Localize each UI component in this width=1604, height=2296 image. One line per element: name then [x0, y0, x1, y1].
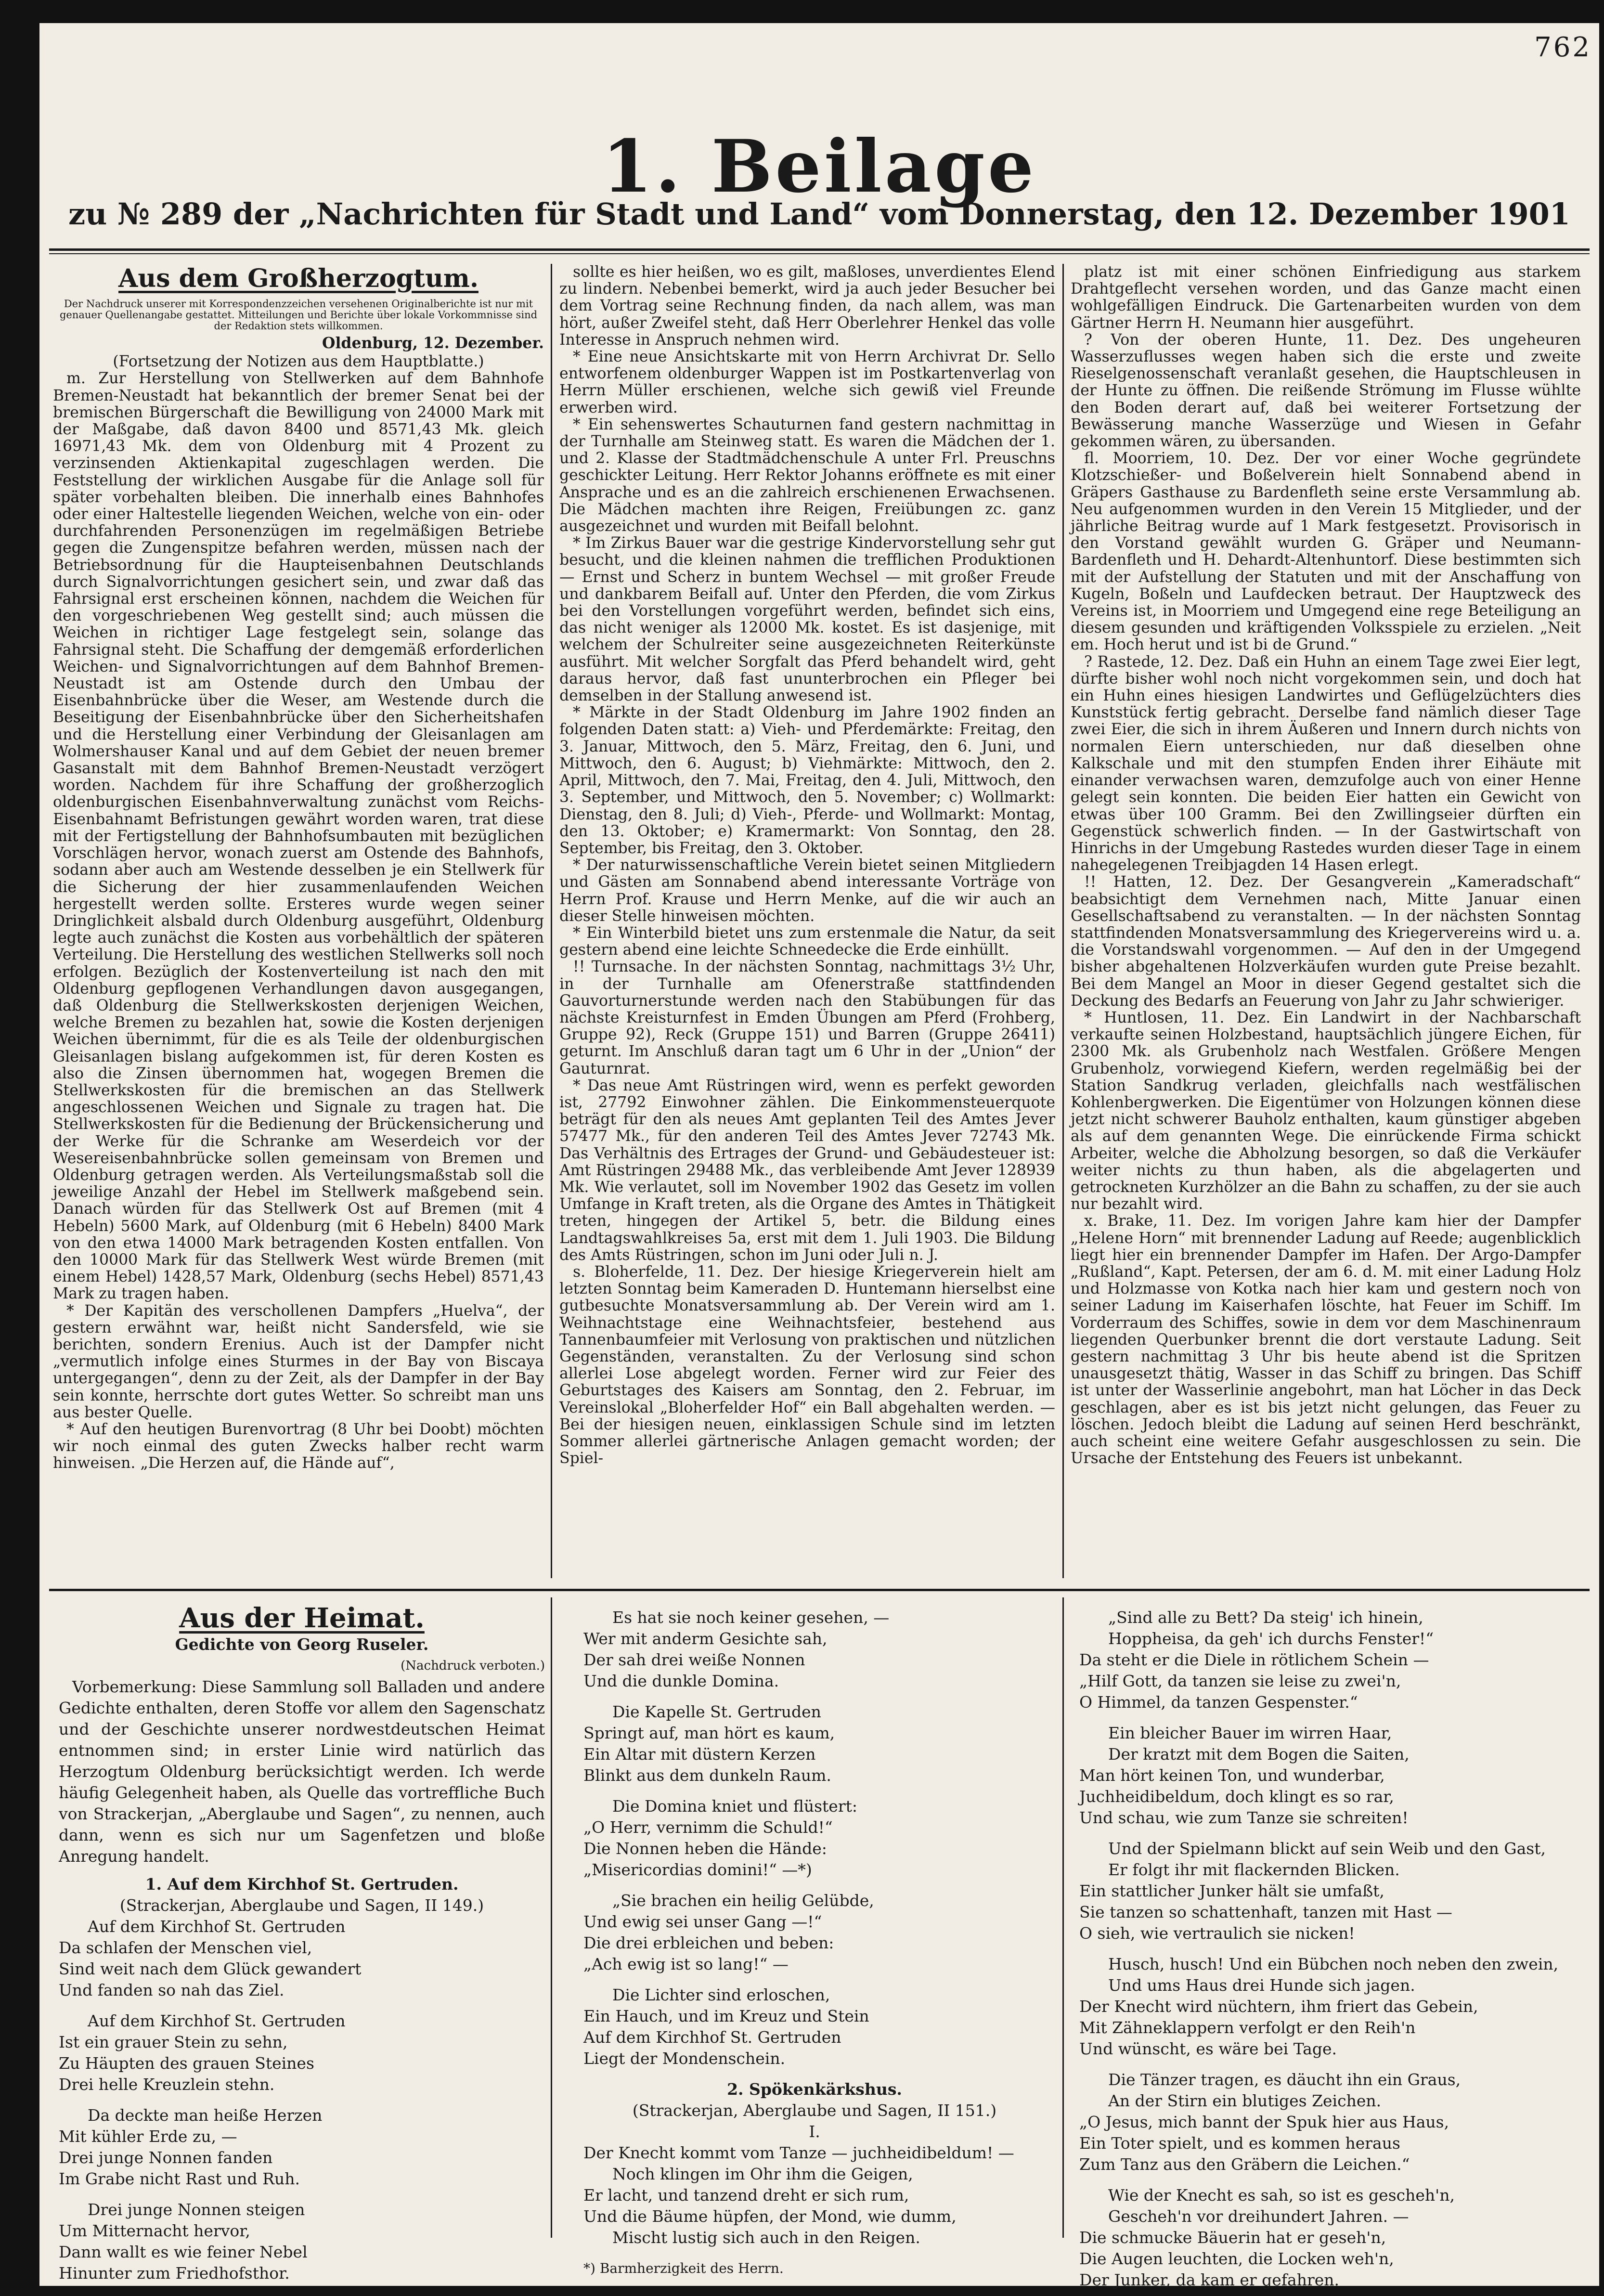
column-1: [53, 264, 544, 1583]
verse: Ein Toter spielt, und es kommen heraus: [1079, 2134, 1400, 2153]
stanza: [1079, 1723, 1585, 1829]
verse: „Ach ewig ist so lang!“ —: [583, 1955, 789, 1973]
article: * Huntlosen, 11. Dez. Ein Landwirt in der Nachbarschaft verkaufte seinen Holzbestand, hauptsächlich jüngere Eichen, für 2300 Mk. als Grubenholz nach Westfalen. Größere Mengen Grubenholz, vorwiegend Kiefern, werden regelmäßig bei der Station Sandkrug verladen, gleichfalls nach westfälischen Kohlenbergwerken. Die Eigentümer von Holzungen können diese jetzt nicht schwerer Bauholz enthalten, kaum günstiger abgeben als auf dem genannten Wege. Die einrückende Firma schickt Arbeiter, welche die Abholzung besorgen, so daß die Verkäufer weiter nichts zu thun haben, als die abgelagerten und getrockneten Kurzhölzer an die Bahn zu schaffen, zu der sie auch nur bezahlt wird.: [1071, 1009, 1581, 1213]
verse: Und fanden so nah das Ziel.: [59, 1981, 285, 1999]
masthead-rule-thin: [49, 253, 1590, 254]
verse: Springt auf, man hört es kaum,: [583, 1724, 835, 1742]
verse: Die schmucke Bäuerin hat er geseh'n,: [1079, 2228, 1386, 2247]
stanza: [59, 1916, 545, 2001]
verse: Ein bleicher Bauer im wirren Haar,: [1108, 1724, 1392, 1742]
poem-source: (Strackerjan, Aberglaube und Sagen, II 151.): [632, 2101, 997, 2120]
column-divider: [551, 1597, 552, 2238]
verse: Die Tänzer tragen, es däucht ihn ein Graus,: [1108, 2070, 1461, 2089]
section-heading: Aus dem Großherzogtum.: [118, 264, 479, 293]
verse: „Hilf Gott, da tanzen sie leise zu zwei'n,: [1079, 1672, 1401, 1690]
verse: Ein Hauch, und im Kreuz und Stein: [583, 2007, 869, 2025]
page-number: 762: [1534, 32, 1591, 63]
reprint-notice: Der Nachdruck unserer mit Korrespondenzzeichen versehenen Originalberichte ist nur mit genauer Quellenangabe gestattet. Mitteilungen und Berichte über lokale Vorkommnisse sind der Redaktion stets willkommen.: [59, 298, 538, 332]
stanza: [583, 1796, 1046, 1881]
verse: „Sie brachen ein heilig Gelübde,: [612, 1891, 874, 1910]
verse: Sie tanzen so schattenhaft, tanzen mit Hast —: [1079, 1903, 1452, 1921]
rights-note: (Nachdruck verboten.): [401, 1659, 545, 1673]
verse: Ein stattlicher Junker hält sie umfaßt,: [1079, 1881, 1384, 1900]
stanza: [583, 1985, 1046, 2069]
stanza: [1079, 1838, 1585, 1944]
verse: Der Knecht kommt vom Tanze — juchheidibeldum! —: [583, 2143, 1014, 2162]
stanza: [583, 2142, 1046, 2248]
verse: Hoppheisa, da geh' ich durchs Fenster!“: [1108, 1629, 1434, 1648]
poem-title: 2. Spökenkärkshus.: [727, 2080, 902, 2099]
verse: Um Mitternacht hervor,: [59, 2221, 250, 2240]
verse: Der sah drei weiße Nonnen: [583, 1650, 805, 1669]
column-divider: [1062, 1597, 1064, 2238]
article: platz ist mit einer schönen Einfriedigung aus starkem Drahtgeflecht versehen worden, und das Ganze macht einen wohlgefälligen Eindruck. Die Gartenarbeiten wurden von dem Gärtner Herrn H. Neumann hier ausgeführt.: [1071, 263, 1581, 332]
verse: Wie der Knecht es sah, so ist es gescheh'n,: [1108, 2186, 1455, 2205]
verse: Und die dunkle Domina.: [583, 1672, 779, 1690]
verse: Hinunter zum Friedhofsthor.: [59, 2264, 290, 2283]
verse: Es hat sie noch keiner gesehen, —: [612, 1608, 890, 1627]
verse: „Sind alle zu Bett? Da steig' ich hinein,: [1108, 1608, 1423, 1627]
article: * Ein Winterbild bietet uns zum erstenmale die Natur, da seit gestern abend eine leichte Schneedecke die Erde einhüllt.: [559, 924, 1055, 959]
article: ? Rastede, 12. Dez. Daß ein Huhn an einem Tage zwei Eier legt, dürfte bisher wohl noch nicht vorgekommen sein, und doch hat ein Huhn eines hiesigen Landwirtes und Geflügelzüchters dies Kunststück fertig gebracht. Derselbe fand nämlich dieser Tage zwei Eier, die sich in ihrem Äußeren und Innern durch nichts von normalen Eiern unterschieden, nur daß dieselben ohne Kalkschale und mit den stumpfen Enden ihrer Eihäute mit einander verwachsen waren, demzufolge auch von einer Henne gelegt sein konnten. Die beiden Eier hatten ein Gewicht von etwas über 100 Gramm. Bei den Zwillingseier dürften ein Gegenstück schwerlich finden. — In der Gastwirtschaft von Hinrichs in der Umgebung Rastedes wurden dieser Tage in einem nahegelegenen Treibjagden 14 Hasen erlegt.: [1071, 653, 1581, 874]
article: fl. Moorriem, 10. Dez. Der vor einer Woche gegründete Klotzschießer- und Boßelverein hielt Sonnabend abend in Gräpers Gasthause zu Bardenfleth seine erste Versammlung ab. Neu aufgenommen wurden in den Verein 15 Mitglieder, und der jährliche Beitrag wurde auf 1 Mark festgesetzt. Provisorisch in den Vorstand gewählt wurden G. Gräper und Neumann-Bardenfleth und H. Dehardt-Altenhuntorf. Diese bestimmten sich mit der Aufstellung der Statuten und mit der Anschaffung von Kugeln, Boßeln und Laufdecken betraut. Der Hauptzweck des Vereins ist, in Moorriem und Umgegend eine rege Beteiligung an diesem gesunden und kräftigenden Volksspiele zu erzielen. „Neit em. Hoch herut und ist bi de Grund.“: [1071, 450, 1581, 654]
article: * Das neue Amt Rüstringen wird, wenn es perfekt geworden ist, 27792 Einwohner zählen. Die Einkommensteuerquote beträgt für den als neues Amt geplanten Teil des Amtes Jever 57477 Mk., für den anderen Teil des Amtes Jever 72743 Mk. Das Verhältnis des Ertrages der Grund- und Gebäudesteuer ist: Amt Rüstringen 29488 Mk., das verbleibende Amt Jever 128939 Mk. Wie verlautet, soll im November 1902 das Gesetz im vollen Umfange in Kraft treten, als die Organe des Amtes in Thätigkeit treten, hingegen der Artikel 5, betr. die Bildung eines Landtagswahlkreises 5a, erst mit dem 1. Juli 1903. Die Bildung des Amts Rüstringen, schon im Juni oder Juli n. J.: [559, 1077, 1055, 1264]
verse: Der Junker, da kam er gefahren.: [1079, 2270, 1340, 2289]
verse: Und ums Haus drei Hunde sich jagen.: [1108, 1976, 1415, 1995]
verse: Und die Bäume hüpfen, der Mond, wie dumm,: [583, 2207, 957, 2226]
verse: Sind weit nach dem Glück gewandert: [59, 1959, 362, 1978]
verse: Drei junge Nonnen fanden: [59, 2148, 273, 2167]
verse: Und wünscht, es wäre bei Tage.: [1079, 2039, 1337, 2058]
verse: Juchheidibeldum, doch klingt es so rar,: [1079, 1787, 1394, 1806]
verse: Da schlafen der Menschen viel,: [59, 1938, 312, 1957]
verse: Der kratzt mit dem Bogen die Saiten,: [1108, 1745, 1410, 1764]
verse: Drei helle Kreuzlein stehn.: [59, 2075, 275, 2094]
verse: Auf dem Kirchhof St. Gertruden: [88, 1917, 346, 1936]
verse: Mit kühler Erde zu, —: [59, 2127, 237, 2146]
verse: Der Knecht wird nüchtern, ihm friert das Gebein,: [1079, 1997, 1478, 2016]
verse: O Himmel, da tanzen Gespenster.“: [1079, 1693, 1358, 1712]
article: !! Turnsache. In der nächsten Sonntag, nachmittags 3½ Uhr, in der Turnhalle am Ofenerstraße stattfindenden Gauvorturnerstunde werden nach den Stabübungen für das nächste Kreisturnfest in Emden Übungen am Pferd (Frohberg, Gruppe 92), Reck (Gruppe 151) und Barren (Gruppe 26411) geturnt. Im Anschluß daran tagt um 6 Uhr in der „Union“ der Gauturnrat.: [559, 958, 1055, 1077]
dateline: Oldenburg, 12. Dezember.: [322, 334, 544, 352]
column-divider: [1062, 264, 1064, 1578]
verse: „O Jesus, mich bannt der Spuk hier aus Haus,: [1079, 2113, 1449, 2131]
stanza: [583, 1607, 1046, 1692]
verse: Da steht er die Diele in rötlichem Schein —: [1079, 1650, 1429, 1669]
poem-title: 1. Auf dem Kirchhof St. Gertruden.: [145, 1875, 459, 1894]
verse: Die drei erbleichen und beben:: [583, 1933, 834, 1952]
verse: Wer mit anderm Gesichte sah,: [583, 1629, 828, 1648]
article: * Im Zirkus Bauer war die gestrige Kindervorstellung sehr gut besucht, und die kleinen nahmen die trefflichen Produktionen — Ernst und Scherz in buntem Wechsel — mit großer Freude und dankbarem Beifall auf. Unter den Pferden, die vom Zirkus bei den Vorstellungen vorgeführt werden, befindet sich eins, das nicht weniger als 12000 Mk. kostet. Es ist dasjenige, mit welchem der Schulreiter seine ausgezeichneten Reiterkünste ausführt. Mit welcher Sorgfalt das Pferd behandelt wird, geht daraus hervor, daß fast ununterbrochen ein Pfleger bei demselben in der Stallung anwesend ist.: [559, 534, 1055, 705]
verse: Da deckte man heiße Herzen: [88, 2106, 323, 2125]
verse: Die Lichter sind erloschen,: [612, 1985, 830, 2004]
verse: Blinkt aus dem dunkeln Raum.: [583, 1766, 831, 1785]
verse: Und ewig sei unser Gang —!“: [583, 1912, 822, 1931]
newspaper-page: [39, 23, 1599, 2289]
stanza: [1079, 1954, 1585, 2060]
article: s. Bloherfelde, 11. Dez. Der hiesige Kriegerverein hielt am letzten Sonntag beim Kameraden D. Huntemann hierselbst eine gutbesuchte Monatsversammlung ab. Der Verein wird am 1. Weihnachtstage eine Weihnachtsfeier, bestehend aus Tannenbaumfeier mit Verlosung von praktischen und nützlichen Gegenständen, veranstalten. Zu der Verlosung sind schon allerlei Lose abgelegt worden. Ferner wird zur Feier des Geburtstages des Kaisers am Sonntag, den 2. Februar, im Vereinslokal „Bloherfelder Hof“ ein Ball abgehalten werden. — Bei der hiesigen neuen, einklassigen Schule sind im letzten Sommer allerlei gärtnerische Anlagen gemacht worden; der Spiel-: [559, 1263, 1055, 1467]
article: * Der Kapitän des verschollenen Dampfers „Huelva“, der gestern erwähnt war, heißt nicht Sandersfeld, wie sie berichten, sondern Erenius. Auch ist der Dampfer nicht „vermutlich infolge eines Sturmes in der Bay von Biscaya untergegangen“, denn zu der Zeit, als der Dampfer in der Bay sein konnte, herrschte dort gutes Wetter. So schreibt man uns aus bester Quelle.: [53, 1302, 544, 1421]
stanza: [1079, 2069, 1585, 2175]
verse: Die Kapelle St. Gertruden: [612, 1702, 821, 1721]
article: ? Von der oberen Hunte, 11. Dez. Des ungeheuren Wasserzuflusses wegen haben sich die erste und zweite Rieselgenossenschaft veranlaßt gesehen, die Hauptschleusen in der Hunte zu öffnen. Die reißende Strömung im Flusse wühlte den Boden derart auf, daß bei weiterer Fortsetzung der Bewässerung manche Wasserzüge und Wiesen in Gefahr gekommen wären, zu übersanden.: [1071, 331, 1581, 451]
stanza: [1079, 1607, 1585, 1713]
verse: Noch klingen im Ohr ihm die Geigen,: [612, 2165, 913, 2183]
stanza: [583, 1701, 1046, 1786]
verse: Ein Altar mit düstern Kerzen: [583, 1745, 816, 1764]
verse: Drei junge Nonnen steigen: [88, 2200, 305, 2219]
verse: Gescheh'n vor dreihundert Jahren. —: [1108, 2207, 1409, 2226]
article: * Der naturwissenschaftliche Verein bietet seinen Mitgliedern und Gästen am Sonnabend abend interessante Vorträge von Herrn Prof. Krause und Herrn Menke, auf die wir auch an dieser Stelle hinweisen möchten.: [559, 856, 1055, 925]
article: sollte es hier heißen, wo es gilt, maßloses, unverdientes Elend zu lindern. Nebenbei bemerkt, wird ja auch jeder Besucher bei dem Vortrag seine Rechnung finden, da nach allem, was man hört, außer Zweifel steht, daß Herr Oberlehrer Henkel das volle Interesse in Anspruch nehmen wird.: [559, 263, 1055, 349]
article: * Ein sehenswertes Schauturnen fand gestern nachmittag in der Turnhalle am Steinweg statt. Es waren die Mädchen der 1. und 2. Klasse der Stadtmädchenschule A unter Frl. Preuschns geschickter Leitung. Herr Rektor Johanns eröffnete es mit einer Ansprache und es an die zahlreich erschienenen Erwachsenen. Die Mädchen machten ihre Reigen, Freiübungen zc. ganz ausgezeichnet und wurden mit Beifall belohnt.: [559, 415, 1055, 535]
masthead-rule: [49, 248, 1590, 251]
verse: Und der Spielmann blickt auf sein Weib und den Gast,: [1108, 1839, 1546, 1858]
feuilleton-heading: Aus der Heimat.: [179, 1602, 425, 1634]
article: m. Zur Herstellung von Stellwerken auf dem Bahnhofe Bremen-Neustadt hat bekanntlich der bremer Senat bei der bremischen Bürgerschaft die Bewilligung von 24000 Mark mit der Maßgabe, daß davon 8400 und 8571,43 Mk. gleich 16971,43 Mk. dem von Oldenburg mit 4 Prozent zu verzinsenden Aktienkapital zugeschlagen werden. Die Feststellung der wirklichen Ausgabe für die Anlage soll für später vorbehalten bleiben. Die innerhalb eines Bahnhofes oder einer Haltestelle liegenden Weichen, welche von ein- oder durchfahrenden Personenzügen im regelmäßigen Betriebe gegen die Zungenspitze befahren werden, müssen nach der Betriebsordnung für die Haupteisenbahnen Deutschlands durch Signalvorrichtungen gesichert sein, und zwar daß das Fahrsignal erst erscheinen können, nachdem die Weichen für den vorgeschriebenen Weg gestellt sind; auch müssen die Weichen in richtiger Lage festgelegt sein, solange das Fahrsignal steht. Die Schaffung der demgemäß erforderlichen Weichen- und Signalvorrichtungen auf dem Bahnhof Bremen-Neustadt ist am Ostende durch den Umbau der Eisenbahnbrücke über die Weser, am Westende durch die Beseitigung der Eisenbahnbrücke über den Sicherheitshafen und die Herstellung einer Verbindung der Gleisanlagen am Wolmershauser Kanal und auf dem Gebiet der neuen bremer Gasanstalt mit dem Bahnhof Bremen-Neustadt verzögert worden. Nachdem für ihre Schaffung der großherzoglich oldenburgischen Eisenbahnverwaltung zunächst vom Reichs-Eisenbahnamt Befristungen gewährt worden waren, trat diese mit der Fertigstellung der Bahnhofsumbauten mit bezüglichen Vorschlägen hervor, wonach zuerst am Ostende des Bahnhofs, sodann aber auch am Westende desselben je ein Stellwerk für die Sicherung der hier zusammenlaufenden Weichen hergestellt werden sollte. Ersteres wurde wegen seiner Dringlichkeit alsbald durch Oldenburg ausgeführt, Oldenburg legte auch zunächst die Kosten aus vorbehältlich der späteren Verteilung. Die Herstellung des westlichen Stellwerks soll noch erfolgen. Bezüglich der Kostenverteilung ist nach den mit Oldenburg gepflogenen Verhandlungen davon ausgegangen, daß Oldenburg die Stellwerkskosten derjenigen Weichen, welche Bremen zu bezahlen hat, sowie die Kosten derjenigen Weichen übernimmt, für die es als Teile der oldenburgischen Gleisanlagen bislang aufgekommen ist, für deren Kosten es also die Zinsen übernommen hat, wogegen Bremen die Stellwerkskosten für die bremischen an das Stellwerk angeschlossenen Weichen und Signale zu tragen hat. Die Stellwerkskosten für die Bedienung der Brückensicherung und der Werke für die Schranke am Weserdeich vor der Wesereisenbahnbrücke sollen gemeinsam von Bremen und Oldenburg getragen werden. Als Verteilungsmaßstab soll die jeweilige Anzahl der Hebel im Stellwerk maßgebend sein. Danach würden für das Stellwerk Ost auf Bremen (mit 4 Hebeln) 5600 Mark, auf Oldenburg (mit 6 Hebeln) 8400 Mark von den etwa 14000 Mark betragenden Kosten entfallen. Von den 10000 Mark für das Stellwerk West würde Bremen (mit einem Hebel) 1428,57 Mark, Oldenburg (sechs Hebel) 8571,43 Mark zu tragen haben.: [53, 370, 544, 1303]
verse: Zu Häupten des grauen Steines: [59, 2054, 314, 2073]
article: * Märkte in der Stadt Oldenburg im Jahre 1902 finden an folgenden Daten statt: a) Vieh- und Pferdemärkte: Freitag, den 3. Januar, Mittwoch, den 5. März, Freitag, den 6. Juni, und Mittwoch, den 6. August; b) Viehmärkte: Mittwoch, den 2. April, Mittwoch, den 7. Mai, Freitag, den 4. Juli, Mittwoch, den 3. September, und Mittwoch, den 5. November; c) Wollmarkt: Dienstag, den 8. Juli; d) Vieh-, Pferde- und Wollmarkt: Montag, den 13. Oktober; e) Kramermarkt: Von Sonntag, den 28. September, bis Freitag, den 3. Oktober.: [559, 704, 1055, 857]
feuilleton-rule: [49, 1589, 1590, 1591]
verse: O sieh, wie vertraulich sie nicken!: [1079, 1924, 1355, 1943]
stanza: [59, 2105, 545, 2190]
article: * Eine neue Ansichtskarte mit von Herrn Archivrat Dr. Sello entworfenem oldenburger Wappen ist im Postkartenverlag von Herrn Müller erschienen, welche sich gewiß viel Freunde erwerben wird.: [559, 348, 1055, 416]
verse: Mischt lustig sich auch in den Reigen.: [612, 2228, 920, 2247]
poem-author: Gedichte von Georg Ruseler.: [175, 1635, 429, 1654]
verse: Man hört keinen Ton, und wunderbar,: [1079, 1766, 1385, 1785]
verse: Und schau, wie zum Tanze sie schreiten!: [1079, 1808, 1409, 1827]
verse: Die Domina kniet und flüstert:: [612, 1797, 857, 1816]
verse: Husch, husch! Und ein Bübchen noch neben den zwein,: [1108, 1955, 1559, 1973]
column-2: [559, 264, 1055, 1583]
continuation-note: (Fortsetzung der Notizen aus dem Hauptblatte.): [113, 353, 484, 371]
verse: Die Augen leuchten, die Locken weh'n,: [1079, 2249, 1394, 2268]
article: x. Brake, 11. Dez. Im vorigen Jahre kam hier der Dampfer „Helene Horn“ mit brennender Ladung auf Reede; augenblicklich liegt hier ein brennender Dampfer im Hafen. Der Argo-Dampfer „Rußland“, Kapt. Petersen, der am 6. d. M. mit einer Ladung Holz und Holzmasse von Kotka nach hier kam und gestern noch von seiner Ladung im Kaiserhafen löschte, hat Feuer im Schiff. Im Vorderraum des Schiffes, sowie in dem vor dem Maschinenraum liegenden Querbunker brennt die dort verstaute Ladung. Seit gestern nachmittag 3 Uhr bis heute abend ist die Spritzen unausgesetzt thätig, Wasser in das Schiff zu bringen. Das Schiff ist unter der Wasserlinie angebohrt, man hat Löcher in das Deck geschlagen, aber es ist bis jetzt nicht gelungen, das Feuer zu löschen. Jedoch bleibt die Ladung auf seinen Herd beschränkt, auch scheint eine weitere Gefahr ausgeschlossen zu sein. Die Ursache der Entstehung des Feuers ist unbekannt.: [1071, 1212, 1581, 1467]
verse: „Misericordias domini!“ —*): [583, 1860, 812, 1879]
verse: Liegt der Mondenschein.: [583, 2049, 786, 2068]
verse: Auf dem Kirchhof St. Gertruden: [583, 2028, 841, 2047]
article: * Auf den heutigen Burenvortrag (8 Uhr bei Doobt) möchten wir noch einmal des guten Zwecks halber recht warm hinweisen. „Die Herzen auf, die Hände auf“,: [53, 1421, 544, 1472]
issue-line: zu № 289 der „Nachrichten für Stadt und Land“ vom Donnerstag, den 12. Dezember 1901: [68, 196, 1570, 232]
preface: Vorbemerkung: Diese Sammlung soll Balladen und andere Gedichte enthalten, deren Stoffe vor allem den Sagenschatz und der Geschichte unserer nordwestdeutschen Heimat entnommen sind; in erster Linie wird natürlich das Herzogtum Oldenburg berücksichtigt werden. Ich werde häufig Gelegenheit haben, als Quelle das vortreffliche Buch von Strackerjan, „Aberglaube und Sagen“, zu nennen, auch dann, wenn es sich nur um Sagenfetzen und bloße Anregung handelt.: [59, 1677, 545, 1866]
verse: Im Grabe nicht Rast und Ruh.: [59, 2169, 300, 2188]
footnote: *) Barmherzigkeit des Herrn.: [583, 2260, 784, 2276]
column-3: [1071, 264, 1581, 1583]
verse: Er folgt ihr mit flackernden Blicken.: [1108, 1860, 1400, 1879]
verse: Mit Zähneklappern verfolgt er den Reih'n: [1079, 2018, 1416, 2037]
verse: „O Herr, vernimm die Schuld!“: [583, 1818, 833, 1837]
stanza: [583, 1890, 1046, 1975]
poem-source: (Strackerjan, Aberglaube und Sagen, II 149.): [119, 1896, 484, 1915]
poem-column-3: [1079, 1607, 1585, 2289]
stanza: [59, 2199, 545, 2284]
verse: Er lacht, und tanzend dreht er sich rum,: [583, 2186, 909, 2205]
stanza: [59, 2011, 545, 2095]
verse: Die Nonnen heben die Hände:: [583, 1839, 827, 1858]
poem-column-2: [583, 1607, 1046, 2276]
poem-column-1: [59, 1602, 545, 2283]
verse: Dann wallt es wie feiner Nebel: [59, 2243, 308, 2261]
stanza: [1079, 2185, 1585, 2291]
verse: Ist ein grauer Stein zu sehn,: [59, 2033, 288, 2051]
verse: Zum Tanz aus den Gräbern die Leichen.“: [1079, 2155, 1410, 2174]
verse: An der Stirn ein blutiges Zeichen.: [1108, 2091, 1382, 2110]
verse: Auf dem Kirchhof St. Gertruden: [88, 2011, 346, 2030]
column-divider: [551, 264, 552, 1578]
supplement-title: 1. Beilage: [602, 124, 1037, 209]
poem-part-number: I.: [809, 2122, 820, 2141]
article: !! Hatten, 12. Dez. Der Gesangverein „Kameradschaft“ beabsichtigt dem Vernehmen nach, Mitte Januar einen Gesellschaftsabend zu veranstalten. — In der nächsten Sonntag stattfindenden Monatsversammlung des Kriegervereins wird u. a. die Vorstandswahl vorgenommen. — Auf den in der Umgegend bisher abgehaltenen Holzverkäufen wurden gute Preise bezahlt. Bei dem Mangel an Moor in dieser Gegend gestaltet sich die Deckung des Bedarfs an Feuerung von Jahr zu Jahr schwieriger.: [1071, 873, 1581, 1010]
